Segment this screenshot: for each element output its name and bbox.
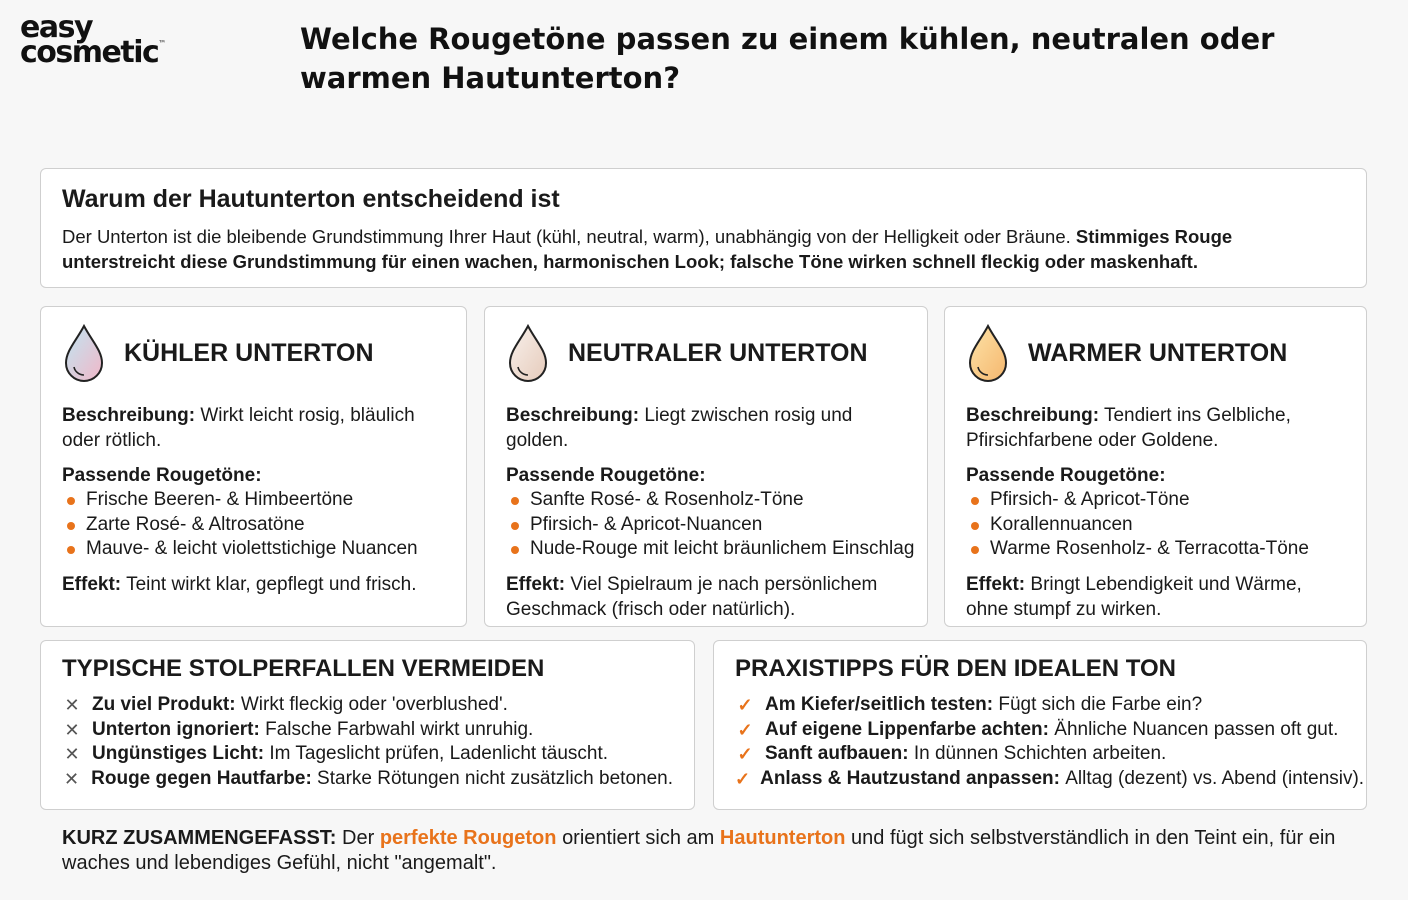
cool-effect: Effekt: Teint wirkt klar, gepflegt und frisch.: [62, 573, 417, 595]
x-icon: ✕: [64, 768, 80, 789]
x-icon: ✕: [64, 744, 80, 764]
list-item: Korallennuancen: [966, 513, 1345, 538]
warm-blush-list: [966, 488, 1345, 562]
check-icon: ✓: [735, 768, 751, 789]
cool-undertone-card: [40, 306, 467, 627]
list-item: Mauve- & leicht violettstichige Nuancen: [62, 537, 445, 562]
pitfalls-card: [40, 640, 695, 810]
tip-item: ✓ Anlass & Hautzustand anpassen: Alltag (dezent) vs. Abend (intensiv).: [735, 767, 1345, 792]
cool-title: KÜHLER UNTERTON: [124, 338, 374, 367]
neutral-title: NEUTRALER UNTERTON: [568, 338, 868, 367]
neutral-blush-label: Passende Rougetöne:: [506, 465, 706, 486]
check-icon: ✓: [737, 695, 753, 715]
why-title: Warum der Hautunterton entscheidend ist: [62, 185, 560, 213]
tip-item: ✓ Auf eigene Lippenfarbe achten: Ähnliche Nuancen passen oft gut.: [735, 718, 1345, 743]
x-icon: ✕: [64, 719, 80, 740]
pitfall-item: ✕ Ungünstiges Licht: Im Tageslicht prüfen, Ladenlicht täuscht.: [62, 742, 673, 767]
pitfalls-title: TYPISCHE STOLPERFALLEN VERMEIDEN: [62, 655, 545, 682]
warm-description: Beschreibung: Tendiert ins Gelbliche, Pfirsichfarbene oder Goldene.: [966, 405, 1291, 451]
pitfall-item: ✕ Rouge gegen Hautfarbe: Starke Rötungen nicht zusätzlich betonen.: [62, 767, 673, 792]
check-icon: ✓: [737, 719, 753, 740]
list-item: Warme Rosenholz- & Terracotta-Töne: [966, 537, 1345, 562]
pitfall-item: ✕ Zu viel Produkt: Wirkt fleckig oder 'overblushed'.: [62, 693, 673, 718]
brand-logo: [20, 10, 167, 70]
warm-effect: Effekt: Bringt Lebendigkeit und Wärme, ohne stumpf zu wirken.: [966, 573, 1302, 620]
list-item: Zarte Rosé- & Altrosatöne: [62, 513, 445, 538]
warm-title: WARMER UNTERTON: [1028, 338, 1288, 367]
logo-line-2: cosmetic™: [20, 34, 167, 70]
tips-title: PRAXISTIPPS FÜR DEN IDEALEN TON: [735, 655, 1176, 682]
warm-undertone-card: [944, 306, 1367, 627]
list-item: Sanfte Rosé- & Rosenholz-Töne: [506, 488, 906, 513]
tip-item: ✓ Am Kiefer/seitlich testen: Fügt sich die Farbe ein?: [735, 693, 1345, 718]
warm-blush-label: Passende Rougetöne:: [966, 465, 1166, 486]
neutral-description: Beschreibung: Liegt zwischen rosig und golden.: [506, 405, 853, 451]
cool-blush-list: [62, 488, 445, 562]
x-icon: ✕: [64, 695, 80, 715]
summary: KURZ ZUSAMMENGEFASST: Der perfekte Rougeton orientiert sich am Hautunterton und fügt sich selbstverständlich in den Teint ein, für ein waches und lebendiges Gefühl, nicht "angemalt".: [62, 827, 1336, 874]
tip-item: ✓ Sanft aufbauen: In dünnen Schichten arbeiten.: [735, 742, 1345, 767]
neutral-blush-list: [506, 488, 915, 562]
list-item: Nude-Rouge mit leicht bräunlichem Einschlag: [506, 537, 906, 562]
why-text: Der Unterton ist die bleibende Grundstimmung Ihrer Haut (kühl, neutral, warm), unabhängig von der Helligkeit oder Bräune. Stimmiges Rouge unterstreicht diese Grundstimmung für einen wachen, harmonischen Look; falsche Töne wirken schnell fleckig oder maskenhaft.: [62, 226, 1233, 272]
list-item: Frische Beeren- & Himbeertöne: [62, 488, 445, 513]
page-title: Welche Rougetöne passen zu einem kühlen, neutralen oder warmen Hautunterton?: [300, 22, 1275, 95]
cool-blush-label: Passende Rougetöne:: [62, 465, 262, 486]
tips-card: [713, 640, 1367, 810]
why-undertone-card: [40, 168, 1367, 288]
check-icon: ✓: [737, 744, 753, 764]
pitfall-item: ✕ Unterton ignoriert: Falsche Farbwahl wirkt unruhig.: [62, 718, 673, 743]
neutral-undertone-card: [484, 306, 928, 627]
cool-description: Beschreibung: Wirkt leicht rosig, bläulich oder rötlich.: [62, 405, 415, 451]
logo-line-1: easy: [20, 10, 93, 45]
list-item: Pfirsich- & Apricot-Töne: [966, 488, 1345, 513]
drop-neutral-icon: [506, 323, 550, 383]
drop-warm-icon: [966, 323, 1010, 383]
drop-cool-icon: [62, 323, 106, 383]
neutral-effect: Effekt: Viel Spielraum je nach persönlichem Geschmack (frisch oder natürlich).: [506, 573, 878, 620]
list-item: Pfirsich- & Apricot-Nuancen: [506, 513, 906, 538]
